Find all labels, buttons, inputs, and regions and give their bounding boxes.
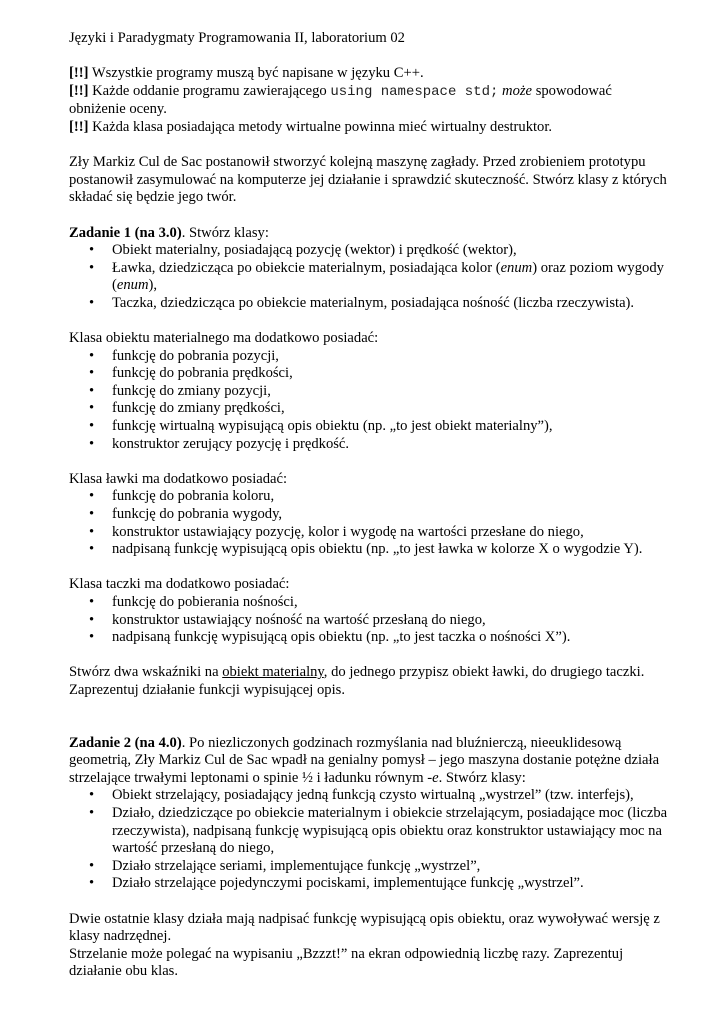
rule-2-code: using namespace std: [330, 83, 490, 100]
task2-heading-paragraph: [69, 735, 669, 788]
list-item: • Obiekt materialny, posiadającą pozycję (wektor) i prędkość (wektor),: [112, 242, 669, 260]
list-item: • konstruktor ustawiający nośność na wartość przesłaną do niego,: [112, 612, 669, 630]
material-list: [69, 348, 669, 454]
rule-3-text: Każda klasa posiadająca metody wirtualne powinna mieć wirtualny destruktor.: [88, 118, 553, 135]
task1-class-list: [69, 242, 669, 312]
task2-heading-tail-post: . Stwórz klasy:: [438, 769, 526, 786]
list-item: • funkcję wirtualną wypisującą opis obiektu (np. „to jest obiekt materialny”),: [112, 418, 669, 436]
list-item: • funkcję do pobrania wygody,: [112, 506, 669, 524]
list-item: • Działo strzelające seriami, implementujące funkcję „wystrzel”,: [112, 858, 669, 876]
final-post: , do jednego przypisz obiekt ławki, do drugiego taczki. Zaprezentuj działanie funkcji wypisującej opis.: [69, 664, 645, 698]
task1-heading: [69, 225, 669, 243]
rule-1-text: Wszystkie programy muszą być napisane w języku C++.: [88, 65, 424, 82]
task2-heading-tail-pre: . Po niezliczonych godzinach rozmyślania nad bluźnierczą, nieeuklidesową geometrią, Zły Markiz Cul de Sac wpadł na genialny pomysł – jego maszyna dostanie potężne działa strzelające trwałymi leptonami o spinie ½ i ładunku równym: [69, 734, 660, 786]
task1-heading-label: Zadanie 1 (na 3.0): [69, 224, 182, 241]
task2-charge: -e: [427, 769, 439, 786]
list-item: • funkcję do pobrania prędkości,: [112, 365, 669, 383]
task2-heading-label: Zadanie 2 (na 4.0): [69, 734, 182, 751]
task2-class-list: [69, 787, 669, 893]
task2-paragraph-1: Dwie ostatnie klasy działa mają nadpisać funkcję wypisującą opis obiektu, oraz wywoływać wersję z klasy nadrzędnej.: [69, 910, 660, 945]
list-item: • nadpisaną funkcję wypisującą opis obiektu (np. „to jest ławka w kolorze X o wygodzie Y).: [112, 541, 669, 559]
rule-1-mark: [!!]: [69, 65, 89, 82]
task2-paragraph-2: Strzelanie może polegać na wypisaniu „Bzzzt!” na ekran odpowiednią liczbę razy. Zaprezentuj działanie obu klas.: [69, 945, 624, 980]
rule-2-pre: Każde oddanie programu zawierającego: [88, 82, 331, 99]
list-item: • Działo, dziedziczące po obiekcie materialnym i obiekcie strzelającym, posiadające moc (liczba rzeczywista), nadpisaną funkcję wypisującą opis obiektu oraz konstruktor ustawiający moc na wartość przesłaną do niego,: [112, 805, 669, 858]
final-pre: Stwórz dwa wskaźniki na: [69, 664, 223, 681]
document-page: [69, 30, 669, 981]
list-item: • konstruktor ustawiający pozycję, kolor i wygodę na wartości przesłane do niego,: [112, 524, 669, 542]
list-item: • funkcję do pobrania pozycji,: [112, 348, 669, 366]
rule-2-mark: [!!]: [69, 82, 89, 99]
list-item: • funkcję do zmiany prędkości,: [112, 400, 669, 418]
rule-1: [69, 65, 669, 83]
list-item: • Taczka, dziedzicząca po obiekcie materialnym, posiadająca nośność (liczba rzeczywista).: [112, 295, 669, 313]
bench-list: [69, 488, 669, 558]
class-2-enum-2: enum: [116, 277, 149, 294]
class-2-pre: Ławka, dziedzicząca po obiekcie materialnym, posiadająca kolor (: [112, 259, 501, 276]
material-heading: Klasa obiektu materialnego ma dodatkowo posiadać:: [69, 330, 379, 347]
list-item: • Obiekt strzelający, posiadający jedną funkcją czysto wirtualną „wystrzel” (tzw. interfejs),: [112, 787, 669, 805]
material-object-underlined: obiekt materialny: [222, 664, 324, 681]
class-2-enum-1: enum: [500, 259, 533, 276]
rule-2-emphasis: może: [502, 82, 533, 99]
list-item: • funkcję do pobierania nośności,: [112, 594, 669, 612]
class-2-post: ),: [148, 277, 158, 294]
list-item: • konstruktor zerujący pozycję i prędkość.: [112, 436, 669, 454]
rule-3: [69, 119, 669, 137]
rule-2: [69, 83, 669, 119]
rule-3-mark: [!!]: [69, 118, 89, 135]
rule-2-semicolon: ;: [489, 83, 499, 100]
bench-heading: Klasa ławki ma dodatkowo posiadać:: [69, 470, 288, 487]
list-item: • funkcję do pobrania koloru,: [112, 488, 669, 506]
cart-heading: Klasa taczki ma dodatkowo posiadać:: [69, 576, 290, 593]
intro-paragraph: Zły Markiz Cul de Sac postanowił stworzyć kolejną maszynę zagłady. Przed zrobieniem prototypu postanowił zasymulować na komputerze jej działanie i sprawdzić skuteczność. Stwórz klasy z których składać się będzie jego twór.: [69, 154, 667, 206]
task1-final-paragraph: [69, 664, 669, 699]
list-item: [112, 260, 669, 295]
list-item: • Działo strzelające pojedynczymi pociskami, implementujące funkcję „wystrzel”.: [112, 875, 669, 893]
document-title: Języki i Paradygmaty Programowania II, laboratorium 02: [69, 30, 405, 46]
list-item: • funkcję do zmiany pozycji,: [112, 383, 669, 401]
task1-heading-tail: . Stwórz klasy:: [181, 224, 269, 241]
list-item: • nadpisaną funkcję wypisującą opis obiektu (np. „to jest taczka o nośności X”).: [112, 629, 669, 647]
cart-list: [69, 594, 669, 647]
class-2-mid: ) oraz poziom wygody (: [112, 259, 664, 294]
rule-2-post: spowodować obniżenie oceny.: [69, 82, 612, 118]
